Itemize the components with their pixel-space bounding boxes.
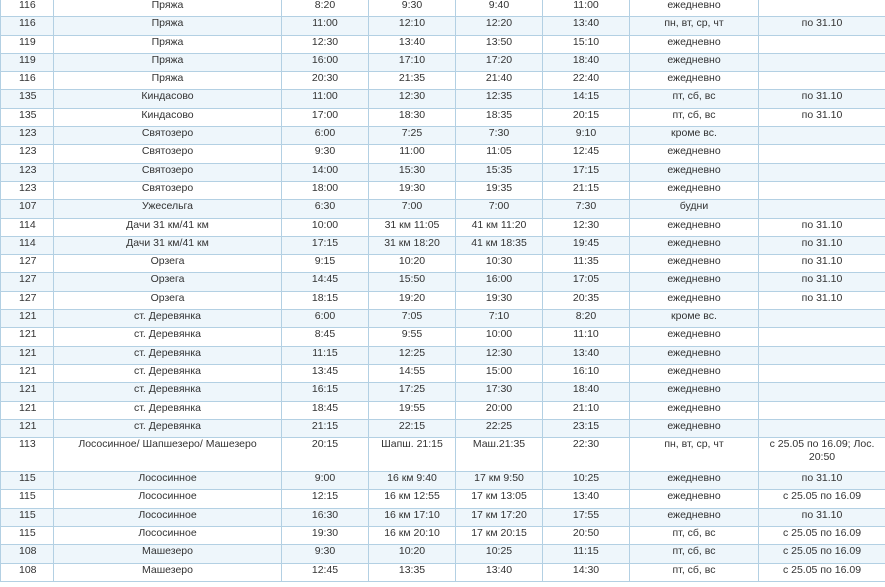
cell-destination: Ужесельга (54, 200, 282, 218)
cell-stop-2-time: 19:35 (456, 181, 543, 199)
cell-note: с 25.05 по 16.09 (759, 545, 885, 563)
cell-note: по 31.10 (759, 236, 885, 254)
cell-departure-time: 16:00 (282, 53, 369, 71)
cell-arrival-time: 22:30 (543, 438, 630, 472)
cell-stop-1-time: 12:30 (369, 90, 456, 108)
cell-departure-time: 10:00 (282, 218, 369, 236)
cell-stop-2-time: 15:00 (456, 364, 543, 382)
table-row (1, 53, 885, 71)
cell-destination: ст. Деревянка (54, 346, 282, 364)
cell-note: с 25.05 по 16.09 (759, 563, 885, 581)
cell-arrival-time: 20:15 (543, 108, 630, 126)
cell-arrival-time: 18:40 (543, 53, 630, 71)
cell-departure-time: 17:00 (282, 108, 369, 126)
cell-stop-1-time: 19:55 (369, 401, 456, 419)
cell-stop-2-time: 16:00 (456, 273, 543, 291)
cell-route-number: 121 (1, 328, 54, 346)
cell-destination: Пряжа (54, 72, 282, 90)
cell-days: кроме вс. (630, 127, 759, 145)
cell-departure-time: 9:30 (282, 145, 369, 163)
cell-destination: Святозеро (54, 163, 282, 181)
cell-arrival-time: 13:40 (543, 490, 630, 508)
cell-arrival-time: 11:00 (543, 0, 630, 17)
cell-days: пт, сб, вс (630, 563, 759, 581)
cell-route-number: 121 (1, 419, 54, 437)
cell-departure-time: 14:00 (282, 163, 369, 181)
cell-days: пн, вт, ср, чт (630, 438, 759, 472)
cell-arrival-time: 17:05 (543, 273, 630, 291)
cell-note (759, 328, 885, 346)
cell-stop-1-time: 19:20 (369, 291, 456, 309)
table-row (1, 90, 885, 108)
cell-destination: Святозеро (54, 127, 282, 145)
cell-departure-time: 12:30 (282, 35, 369, 53)
table-row (1, 563, 885, 581)
cell-destination: Орзега (54, 273, 282, 291)
cell-note: по 31.10 (759, 273, 885, 291)
cell-stop-1-time: 9:55 (369, 328, 456, 346)
cell-route-number: 123 (1, 127, 54, 145)
cell-days: ежедневно (630, 346, 759, 364)
cell-route-number: 121 (1, 364, 54, 382)
cell-route-number: 123 (1, 163, 54, 181)
cell-route-number: 123 (1, 181, 54, 199)
cell-route-number: 121 (1, 401, 54, 419)
cell-route-number: 107 (1, 200, 54, 218)
cell-note (759, 419, 885, 437)
cell-note (759, 401, 885, 419)
cell-note (759, 181, 885, 199)
cell-destination: Пряжа (54, 17, 282, 35)
cell-route-number: 113 (1, 438, 54, 472)
cell-destination: Пряжа (54, 53, 282, 71)
cell-stop-2-time: 12:20 (456, 17, 543, 35)
cell-departure-time: 11:00 (282, 17, 369, 35)
cell-stop-1-time: 22:15 (369, 419, 456, 437)
cell-stop-2-time: 9:40 (456, 0, 543, 17)
cell-arrival-time: 14:15 (543, 90, 630, 108)
cell-destination: Лососинное (54, 508, 282, 526)
cell-stop-2-time: Маш.21:35 (456, 438, 543, 472)
cell-destination: Лососинное (54, 527, 282, 545)
cell-departure-time: 18:00 (282, 181, 369, 199)
cell-note: по 31.10 (759, 291, 885, 309)
cell-arrival-time: 15:10 (543, 35, 630, 53)
cell-days: ежедневно (630, 419, 759, 437)
cell-days: пт, сб, вс (630, 545, 759, 563)
cell-stop-1-time: 7:00 (369, 200, 456, 218)
cell-destination: ст. Деревянка (54, 419, 282, 437)
cell-stop-2-time: 41 км 18:35 (456, 236, 543, 254)
cell-note (759, 0, 885, 17)
cell-days: ежедневно (630, 53, 759, 71)
cell-route-number: 119 (1, 53, 54, 71)
cell-departure-time: 12:15 (282, 490, 369, 508)
cell-stop-2-time: 13:40 (456, 563, 543, 581)
cell-note (759, 364, 885, 382)
cell-days: ежедневно (630, 383, 759, 401)
cell-stop-1-time: 31 км 18:20 (369, 236, 456, 254)
cell-destination: Киндасово (54, 90, 282, 108)
cell-stop-2-time: 20:00 (456, 401, 543, 419)
table-row (1, 181, 885, 199)
cell-stop-2-time: 7:00 (456, 200, 543, 218)
cell-departure-time: 16:15 (282, 383, 369, 401)
cell-destination: Машезеро (54, 563, 282, 581)
cell-stop-1-time: 14:55 (369, 364, 456, 382)
cell-stop-2-time: 13:50 (456, 35, 543, 53)
cell-note (759, 346, 885, 364)
cell-note (759, 127, 885, 145)
cell-departure-time: 11:00 (282, 90, 369, 108)
cell-stop-2-time: 11:05 (456, 145, 543, 163)
cell-stop-2-time: 19:30 (456, 291, 543, 309)
cell-note: по 31.10 (759, 218, 885, 236)
cell-days: ежедневно (630, 218, 759, 236)
cell-days: ежедневно (630, 472, 759, 490)
cell-arrival-time: 18:40 (543, 383, 630, 401)
cell-arrival-time: 8:20 (543, 310, 630, 328)
cell-stop-2-time: 10:00 (456, 328, 543, 346)
cell-arrival-time: 17:55 (543, 508, 630, 526)
table-row (1, 218, 885, 236)
cell-destination: Пряжа (54, 35, 282, 53)
cell-stop-1-time: 18:30 (369, 108, 456, 126)
cell-days: пт, сб, вс (630, 108, 759, 126)
cell-route-number: 115 (1, 490, 54, 508)
cell-stop-1-time: Шапш. 21:15 (369, 438, 456, 472)
cell-stop-2-time: 22:25 (456, 419, 543, 437)
cell-days: ежедневно (630, 255, 759, 273)
cell-stop-1-time: 15:30 (369, 163, 456, 181)
cell-departure-time: 6:30 (282, 200, 369, 218)
cell-days: кроме вс. (630, 310, 759, 328)
cell-departure-time: 20:15 (282, 438, 369, 472)
table-row (1, 0, 885, 17)
cell-days: ежедневно (630, 181, 759, 199)
cell-stop-2-time: 17:30 (456, 383, 543, 401)
cell-stop-1-time: 21:35 (369, 72, 456, 90)
cell-departure-time: 18:15 (282, 291, 369, 309)
cell-stop-1-time: 7:25 (369, 127, 456, 145)
cell-route-number: 114 (1, 236, 54, 254)
cell-days: ежедневно (630, 508, 759, 526)
cell-route-number: 116 (1, 17, 54, 35)
cell-stop-2-time: 17:20 (456, 53, 543, 71)
cell-route-number: 127 (1, 291, 54, 309)
cell-stop-1-time: 11:00 (369, 145, 456, 163)
table-row (1, 383, 885, 401)
cell-days: ежедневно (630, 145, 759, 163)
table-row (1, 200, 885, 218)
table-row (1, 527, 885, 545)
cell-arrival-time: 14:30 (543, 563, 630, 581)
cell-destination: Святозеро (54, 181, 282, 199)
cell-arrival-time: 20:50 (543, 527, 630, 545)
cell-stop-2-time: 17 км 17:20 (456, 508, 543, 526)
cell-route-number: 127 (1, 273, 54, 291)
cell-departure-time: 8:45 (282, 328, 369, 346)
cell-note: по 31.10 (759, 90, 885, 108)
cell-departure-time: 9:15 (282, 255, 369, 273)
cell-stop-1-time: 12:25 (369, 346, 456, 364)
table-row (1, 328, 885, 346)
cell-route-number: 127 (1, 255, 54, 273)
cell-days: пт, сб, вс (630, 90, 759, 108)
cell-departure-time: 12:45 (282, 563, 369, 581)
cell-note (759, 145, 885, 163)
table-row (1, 273, 885, 291)
table-row (1, 108, 885, 126)
cell-note (759, 35, 885, 53)
cell-note (759, 72, 885, 90)
cell-arrival-time: 21:15 (543, 181, 630, 199)
cell-note: по 31.10 (759, 255, 885, 273)
cell-destination: Киндасово (54, 108, 282, 126)
cell-route-number: 135 (1, 90, 54, 108)
cell-stop-1-time: 16 км 17:10 (369, 508, 456, 526)
cell-days: ежедневно (630, 490, 759, 508)
cell-note (759, 383, 885, 401)
cell-note (759, 163, 885, 181)
cell-days: пн, вт, ср, чт (630, 17, 759, 35)
cell-destination: Лососинное/ Шапшезеро/ Машезеро (54, 438, 282, 472)
cell-arrival-time: 11:10 (543, 328, 630, 346)
cell-arrival-time: 10:25 (543, 472, 630, 490)
cell-departure-time: 9:30 (282, 545, 369, 563)
cell-departure-time: 9:00 (282, 472, 369, 490)
cell-stop-1-time: 31 км 11:05 (369, 218, 456, 236)
table-row (1, 545, 885, 563)
cell-destination: Орзега (54, 291, 282, 309)
cell-note (759, 53, 885, 71)
cell-note: по 31.10 (759, 108, 885, 126)
cell-days: ежедневно (630, 0, 759, 17)
cell-stop-2-time: 10:25 (456, 545, 543, 563)
cell-stop-2-time: 17 км 9:50 (456, 472, 543, 490)
cell-departure-time: 20:30 (282, 72, 369, 90)
cell-stop-1-time: 10:20 (369, 255, 456, 273)
cell-route-number: 114 (1, 218, 54, 236)
table-row (1, 236, 885, 254)
cell-stop-1-time: 19:30 (369, 181, 456, 199)
table-row (1, 438, 885, 472)
cell-route-number: 123 (1, 145, 54, 163)
cell-destination: Пряжа (54, 0, 282, 17)
cell-departure-time: 11:15 (282, 346, 369, 364)
cell-days: ежедневно (630, 401, 759, 419)
cell-stop-1-time: 17:10 (369, 53, 456, 71)
cell-destination: Машезеро (54, 545, 282, 563)
cell-days: ежедневно (630, 273, 759, 291)
cell-departure-time: 6:00 (282, 127, 369, 145)
cell-arrival-time: 12:30 (543, 218, 630, 236)
cell-stop-1-time: 13:35 (369, 563, 456, 581)
cell-arrival-time: 9:10 (543, 127, 630, 145)
cell-route-number: 108 (1, 563, 54, 581)
cell-departure-time: 16:30 (282, 508, 369, 526)
cell-note: с 25.05 по 16.09 (759, 527, 885, 545)
table-row (1, 145, 885, 163)
cell-destination: Лососинное (54, 490, 282, 508)
table-row (1, 72, 885, 90)
cell-arrival-time: 13:40 (543, 17, 630, 35)
cell-destination: Дачи 31 км/41 км (54, 236, 282, 254)
cell-stop-1-time: 9:30 (369, 0, 456, 17)
table-row (1, 163, 885, 181)
table-row (1, 346, 885, 364)
cell-route-number: 116 (1, 72, 54, 90)
cell-stop-2-time: 17 км 20:15 (456, 527, 543, 545)
cell-route-number: 115 (1, 472, 54, 490)
cell-stop-2-time: 7:30 (456, 127, 543, 145)
cell-route-number: 115 (1, 527, 54, 545)
cell-stop-2-time: 41 км 11:20 (456, 218, 543, 236)
cell-stop-2-time: 17 км 13:05 (456, 490, 543, 508)
schedule-body (1, 0, 885, 581)
cell-note: с 25.05 по 16.09 (759, 490, 885, 508)
cell-departure-time: 21:15 (282, 419, 369, 437)
table-row (1, 291, 885, 309)
cell-departure-time: 17:15 (282, 236, 369, 254)
cell-stop-1-time: 7:05 (369, 310, 456, 328)
cell-route-number: 116 (1, 0, 54, 17)
table-row (1, 35, 885, 53)
table-row (1, 364, 885, 382)
cell-departure-time: 19:30 (282, 527, 369, 545)
cell-arrival-time: 21:10 (543, 401, 630, 419)
cell-arrival-time: 12:45 (543, 145, 630, 163)
table-row (1, 310, 885, 328)
cell-days: ежедневно (630, 364, 759, 382)
cell-days: будни (630, 200, 759, 218)
table-row (1, 127, 885, 145)
cell-arrival-time: 22:40 (543, 72, 630, 90)
cell-route-number: 121 (1, 383, 54, 401)
cell-arrival-time: 11:35 (543, 255, 630, 273)
cell-departure-time: 14:45 (282, 273, 369, 291)
cell-arrival-time: 11:15 (543, 545, 630, 563)
cell-arrival-time: 13:40 (543, 346, 630, 364)
cell-stop-2-time: 7:10 (456, 310, 543, 328)
cell-route-number: 121 (1, 310, 54, 328)
cell-departure-time: 13:45 (282, 364, 369, 382)
cell-arrival-time: 23:15 (543, 419, 630, 437)
cell-stop-1-time: 16 км 12:55 (369, 490, 456, 508)
cell-departure-time: 18:45 (282, 401, 369, 419)
cell-stop-1-time: 15:50 (369, 273, 456, 291)
cell-stop-2-time: 12:30 (456, 346, 543, 364)
cell-stop-1-time: 10:20 (369, 545, 456, 563)
cell-destination: Лососинное (54, 472, 282, 490)
cell-route-number: 119 (1, 35, 54, 53)
cell-arrival-time: 16:10 (543, 364, 630, 382)
cell-route-number: 135 (1, 108, 54, 126)
cell-stop-1-time: 17:25 (369, 383, 456, 401)
cell-stop-1-time: 13:40 (369, 35, 456, 53)
cell-days: ежедневно (630, 163, 759, 181)
table-row (1, 419, 885, 437)
cell-note: по 31.10 (759, 472, 885, 490)
cell-route-number: 108 (1, 545, 54, 563)
table-row (1, 508, 885, 526)
cell-note: по 31.10 (759, 508, 885, 526)
cell-route-number: 121 (1, 346, 54, 364)
cell-stop-1-time: 16 км 9:40 (369, 472, 456, 490)
cell-stop-1-time: 16 км 20:10 (369, 527, 456, 545)
cell-days: ежедневно (630, 72, 759, 90)
cell-days: пт, сб, вс (630, 527, 759, 545)
table-row (1, 472, 885, 490)
cell-destination: Орзега (54, 255, 282, 273)
cell-stop-2-time: 12:35 (456, 90, 543, 108)
cell-stop-2-time: 21:40 (456, 72, 543, 90)
table-row (1, 401, 885, 419)
cell-note: по 31.10 (759, 17, 885, 35)
cell-destination: ст. Деревянка (54, 383, 282, 401)
cell-departure-time: 8:20 (282, 0, 369, 17)
cell-destination: ст. Деревянка (54, 401, 282, 419)
cell-arrival-time: 20:35 (543, 291, 630, 309)
table-row (1, 255, 885, 273)
cell-destination: Дачи 31 км/41 км (54, 218, 282, 236)
cell-destination: ст. Деревянка (54, 328, 282, 346)
cell-arrival-time: 17:15 (543, 163, 630, 181)
cell-stop-2-time: 15:35 (456, 163, 543, 181)
cell-days: ежедневно (630, 236, 759, 254)
cell-departure-time: 6:00 (282, 310, 369, 328)
table-row (1, 17, 885, 35)
cell-note: с 25.05 по 16.09; Лос. 20:50 (759, 438, 885, 472)
cell-note (759, 310, 885, 328)
cell-stop-2-time: 10:30 (456, 255, 543, 273)
cell-note (759, 200, 885, 218)
cell-arrival-time: 7:30 (543, 200, 630, 218)
cell-days: ежедневно (630, 291, 759, 309)
cell-days: ежедневно (630, 328, 759, 346)
cell-route-number: 115 (1, 508, 54, 526)
cell-stop-1-time: 12:10 (369, 17, 456, 35)
cell-destination: ст. Деревянка (54, 364, 282, 382)
cell-arrival-time: 19:45 (543, 236, 630, 254)
cell-stop-2-time: 18:35 (456, 108, 543, 126)
cell-days: ежедневно (630, 35, 759, 53)
cell-destination: Святозеро (54, 145, 282, 163)
cell-destination: ст. Деревянка (54, 310, 282, 328)
table-row (1, 490, 885, 508)
